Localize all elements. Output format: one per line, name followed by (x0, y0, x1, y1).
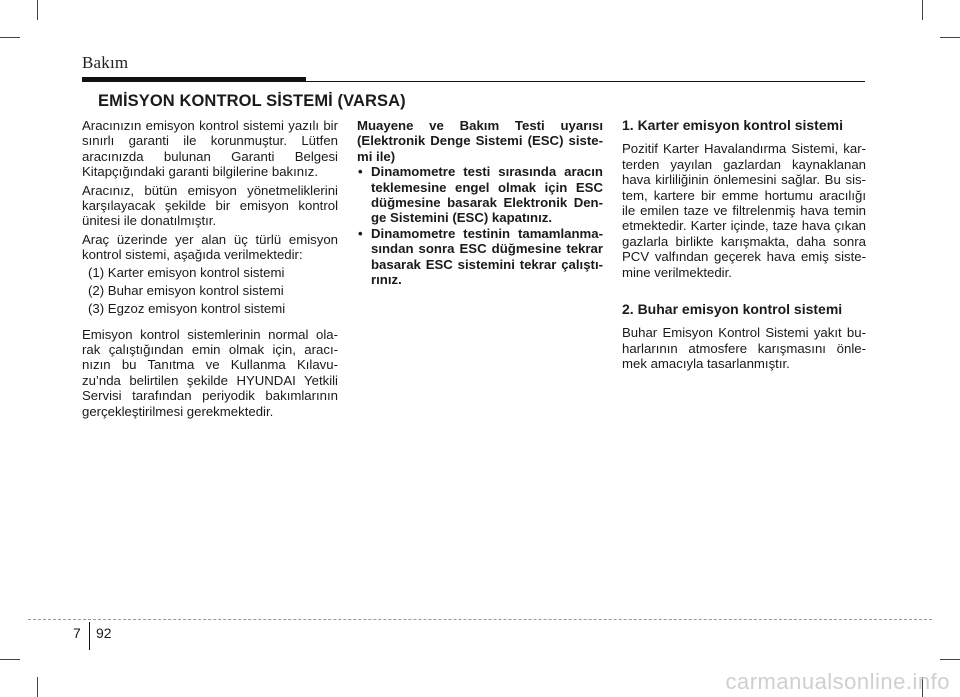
subheading: 1. Karter emisyon kontrol sistemi (622, 117, 843, 133)
paragraph: Aracınızın emisyon kontrol sistemi yazılı bir sınırlı garanti ile korunmuştur. Lütfen aracınızda bulunan Garanti Belgesi Kitapçığındaki garanti bilgilerine bakınız. (82, 118, 338, 180)
warning-list (357, 164, 603, 287)
paragraph: Araç üzerinde yer alan üç türlü emisyon kontrol sistemi, aşağıda verilmektedir: (82, 231, 338, 263)
column-2 (357, 118, 603, 287)
paragraph: Aracınız, bütün emisyon yönetmeliklerini karşılayacak şekilde bir emisyon kontrol ünitesi ile donatılmıştır. (82, 182, 338, 229)
list-item: (3) Egzoz emisyon kontrol sistemi (88, 301, 286, 317)
crop-mark (940, 659, 960, 660)
list-item: (2) Buhar emisyon kontrol sistemi (88, 283, 284, 299)
crop-mark (37, 677, 38, 697)
warning-title: Muayene ve Bakım Testi uyarısı (Elektronik Denge Sistemi (ESC) siste-mi ile) (357, 118, 603, 164)
crop-mark (940, 37, 960, 38)
bullet-text: Dinamometre testinin tamamlanma-sından sonra ESC düğmesine tekrar basarak ESC sistemini tekrar çalıştı-rınız. (371, 225, 603, 288)
bullet-icon: • (358, 225, 363, 241)
header-rule-thick (82, 77, 306, 82)
watermark: carmanualsonline.info (725, 669, 950, 694)
crop-mark (922, 0, 923, 20)
chapter-number: 7 (73, 625, 81, 641)
page-number: 92 (96, 625, 112, 641)
column-1 (82, 118, 338, 419)
list-item (357, 226, 603, 288)
section-title: Bakım (82, 53, 129, 72)
paragraph: Pozitif Karter Havalandırma Sistemi, kar-terden yayılan gazlardan kaynaklanan hava kirliliğinin önlemesini sağlar. Bu sis-tem, kartere bir emme hortumu aracılığı ile emilen taze ve filtrelenmiş hava temin etmektedir. Karter içinde, taze hava çıkan gazlarla birlikte karışmakta, daha sonra PCV valfından geçerek hava emiş siste-mine verilmektedir. (622, 141, 866, 280)
bullet-icon: • (358, 164, 363, 180)
page-heading: EMİSYON KONTROL SİSTEMİ (VARSA) (98, 92, 406, 110)
list-item (357, 164, 603, 226)
footer-rule (28, 619, 932, 620)
footer-separator (89, 622, 90, 650)
header-rule-thin (306, 81, 865, 82)
paragraph: Buhar Emisyon Kontrol Sistemi yakıt bu-harlarının atmosfere karışmasını önle-mek amacıyla tasarlanmıştır. (622, 325, 866, 372)
bullet-text: Dinamometre testi sırasında aracın teklemesine engel olmak için ESC düğmesine basarak Elektronik Den-ge Sistemini (ESC) kapatınız. (371, 164, 603, 226)
crop-mark (0, 37, 20, 38)
list-item: (1) Karter emisyon kontrol sistemi (88, 265, 285, 281)
column-3 (622, 118, 866, 372)
crop-mark (0, 659, 20, 660)
crop-mark (37, 0, 38, 20)
subheading: 2. Buhar emisyon kontrol sistemi (622, 301, 843, 318)
paragraph: Emisyon kontrol sistemlerinin normal ola-rak çalıştığından emin olmak için, aracı-nızın bu Tanıtma ve Kullanma Kılavu-zu’nda belirtilen şekilde HYUNDAI Yetkili Servisi tarafından periyodik bakımlarının gerçekleştirilmesi gerekmektedir. (82, 326, 338, 419)
